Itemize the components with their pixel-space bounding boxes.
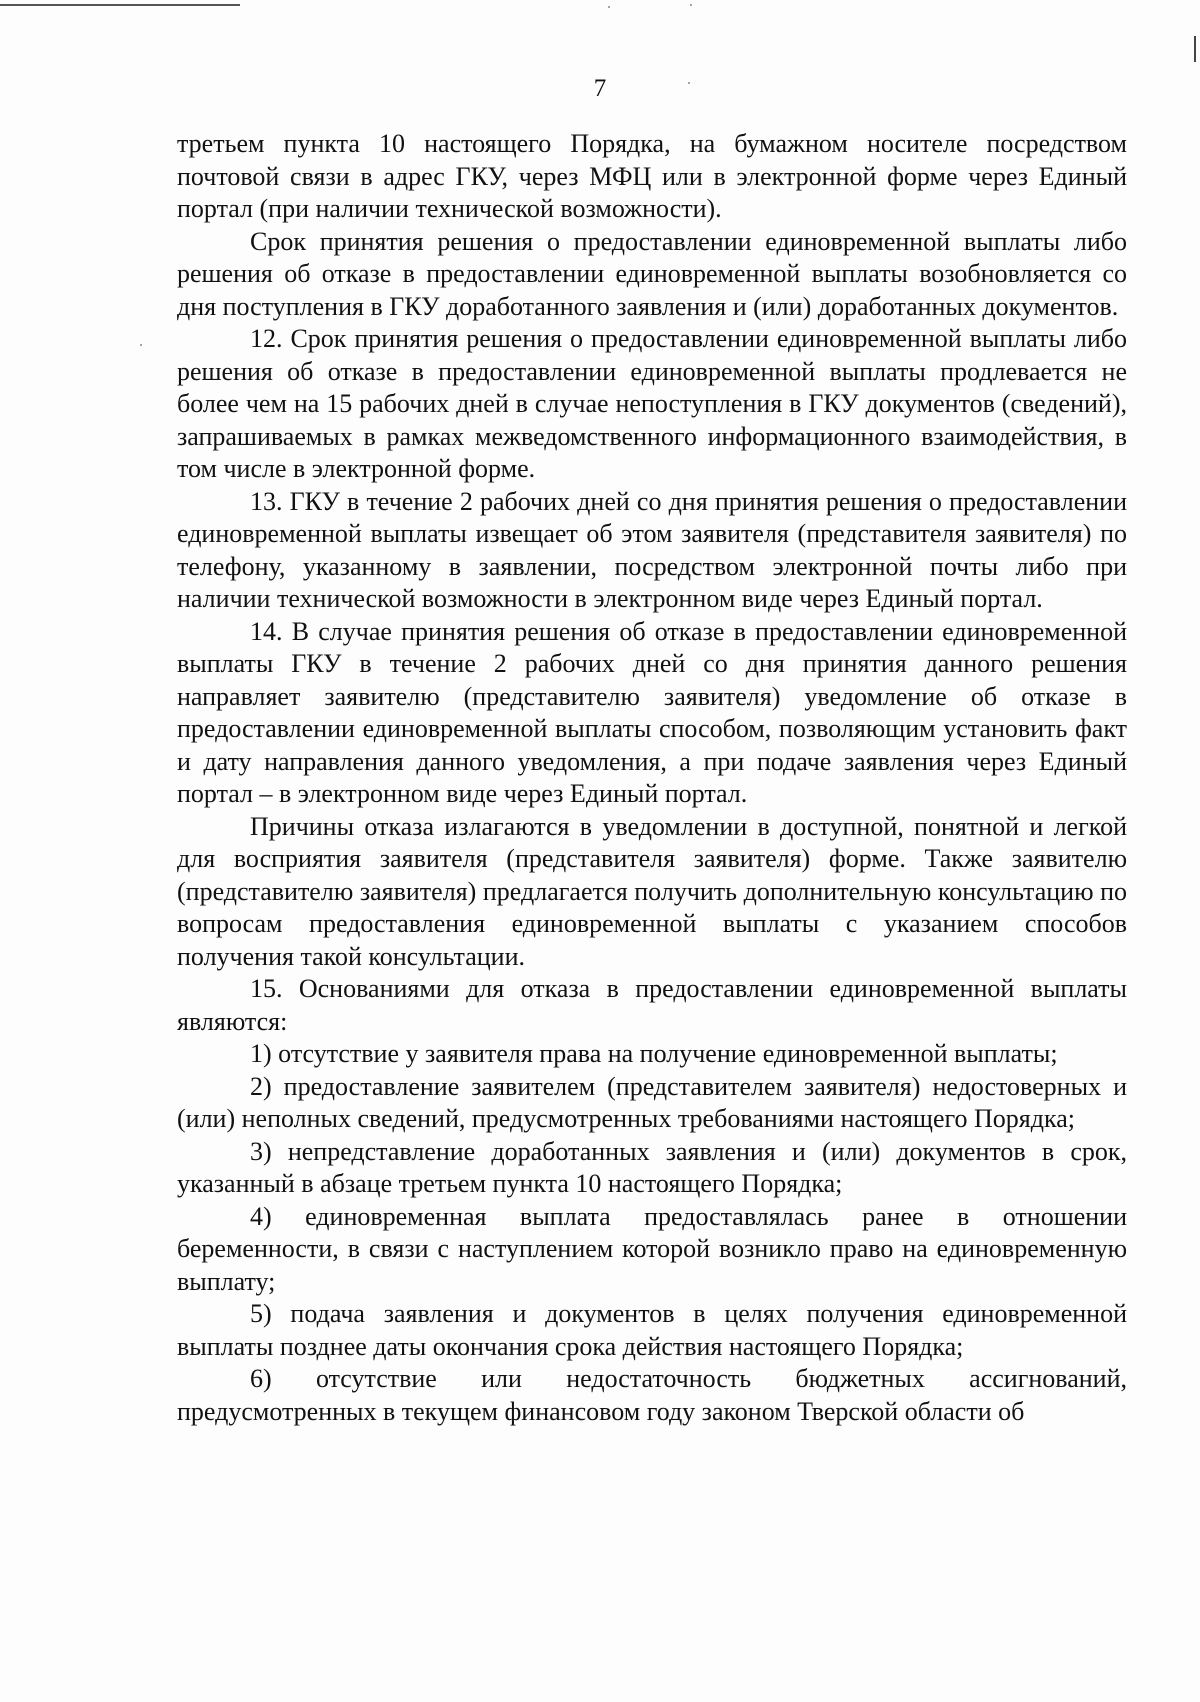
list-item: 3) непредставление доработанных заявления и (или) документов в срок, указанный в абзаце третьем пункта 10 настоящего Порядка; [177,1136,1127,1198]
paragraph: 14. В случае принятия решения об отказе в предоставлении единовременной выплаты ГКУ в течение 2 рабочих дней со дня принятия данного решения направляет заявителю (представителю заявителя) уведомление об отказе в предоставлении единовременной выплаты способом, позволяющим установить факт и дату направления данного уведомления, а при подаче заявления через Единый портал – в электронном виде через Единый портал. [177,616,1127,808]
list-item: 2) предоставление заявителем (представителем заявителя) недостоверных и (или) неполных сведений, предусмотренных требованиями настоящего Порядка; [177,1071,1127,1133]
scan-speck [690,4,692,6]
paragraph: Причины отказа излагаются в уведомлении в доступной, понятной и легкой для восприятия заявителя (представителя заявителя) форме. Также заявителю (представителю заявителя) предлагается получить дополнительную консультацию по вопросам предоставления единовременной выплаты с указанием способов получения такой консультации. [177,811,1127,971]
paragraph: 13. ГКУ в течение 2 рабочих дней со дня принятия решения о предоставлении единовременной выплаты извещает об этом заявителя (представителя заявителя) по телефону, указанному в заявлении, посредством электронной почты либо при наличии технической возможности в электронном виде через Единый портал. [177,486,1127,613]
document-body [177,128,1127,1428]
scan-artifact-right [1194,36,1196,62]
paragraph: Срок принятия решения о предоставлении единовременной выплаты либо решения об отказе в предоставлении единовременной выплаты возобновляется со дня поступления в ГКУ доработанного заявления и (или) доработанных документов. [177,226,1127,321]
page-number: 7 [593,75,607,102]
scan-artifact-top [0,4,240,6]
scan-speck [140,344,142,346]
list-item: 1) отсутствие у заявителя права на получение единовременной выплаты; [250,1039,1058,1068]
paragraph: 15. Основаниями для отказа в предоставлении единовременной выплаты являются: [177,974,1127,1036]
scan-speck [608,6,610,8]
list-item: 5) подача заявления и документов в целях получения единовременной выплаты позднее даты окончания срока действия настоящего Порядка; [177,1299,1127,1361]
paragraph: третьем пункта 10 настоящего Порядка, на бумажном носителе посредством почтовой связи в адрес ГКУ, через МФЦ или в электронной форме через Единый портал (при наличии технической возможности). [177,129,1127,223]
paragraph: 12. Срок принятия решения о предоставлении единовременной выплаты либо решения об отказе в предоставлении единовременной выплаты продлевается не более чем на 15 рабочих дней в случае непоступления в ГКУ документов (сведений), запрашиваемых в рамках межведомственного информационного взаимодействия, в том числе в электронной форме. [177,324,1127,483]
list-item: 4) единовременная выплата предоставлялась ранее в отношении беременности, в связи с наступлением которой возникло право на единовременную выплату; [177,1201,1127,1296]
list-item: 6) отсутствие или недостаточность бюджетных ассигнований, предусмотренных в текущем финансовом году законом Тверской области об [177,1364,1127,1426]
